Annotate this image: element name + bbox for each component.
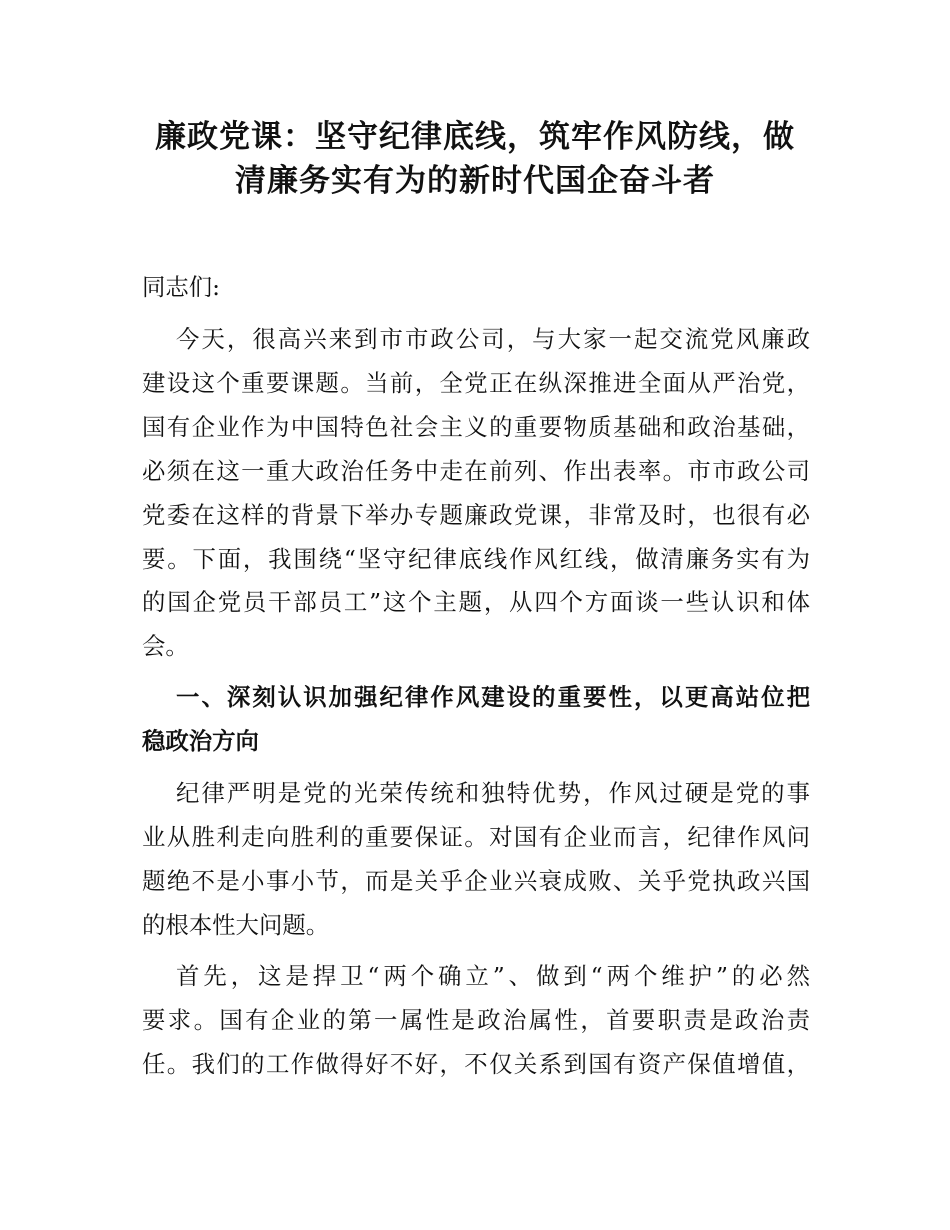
paragraph-1-line: 党委在这样的背景下举办专题廉政党课，非常及时，也很有必 [142,501,810,529]
paragraph-3-line: 要求。国有企业的第一属性是政治属性，首要职责是政治责 [142,1006,810,1034]
paragraph-1-line: 今天，很高兴来到市市政公司，与大家一起交流党风廉政 [176,325,810,353]
document-title-line-1: 廉政党课：坚守纪律底线，筑牢作风防线，做 [155,119,795,155]
paragraph-1-line: 必须在这一重大政治任务中走在前列、作出表率。市市政公司 [142,457,810,485]
document-title-line-2: 清廉务实有为的新时代国企奋斗者 [235,163,715,199]
paragraph-1-line: 要。下面，我围绕“坚守纪律底线作风红线，做清廉务实有为 [142,545,810,573]
paragraph-2-line: 纪律严明是党的光荣传统和独特优势，作风过硬是党的事 [176,779,810,807]
paragraph-3-line: 任。我们的工作做得好不好，不仅关系到国有资产保值增值， [142,1050,810,1078]
section-heading-line: 一、深刻认识加强纪律作风建设的重要性，以更高站位把 [176,683,810,711]
paragraph-2-line: 的根本性大问题。 [142,911,330,939]
paragraph-3-line: 首先，这是捍卫“两个确立”、做到“两个维护”的必然 [176,962,810,990]
salutation: 同志们: [142,273,221,301]
paragraph-1-line: 会。 [142,632,189,660]
paragraph-2-line: 业从胜利走向胜利的重要保证。对国有企业而言，纪律作风问 [142,823,810,851]
paragraph-2-line: 题绝不是小事小节，而是关乎企业兴衰成败、关乎党执政兴国 [142,867,810,895]
paragraph-1-line: 建设这个重要课题。当前，全党正在纵深推进全面从严治党， [142,369,810,397]
paragraph-1-line: 的国企党员干部员工”这个主题，从四个方面谈一些认识和体 [142,588,810,616]
paragraph-1-line: 国有企业作为中国特色社会主义的重要物质基础和政治基础， [142,413,810,441]
section-heading-line: 稳政治方向 [142,727,259,755]
